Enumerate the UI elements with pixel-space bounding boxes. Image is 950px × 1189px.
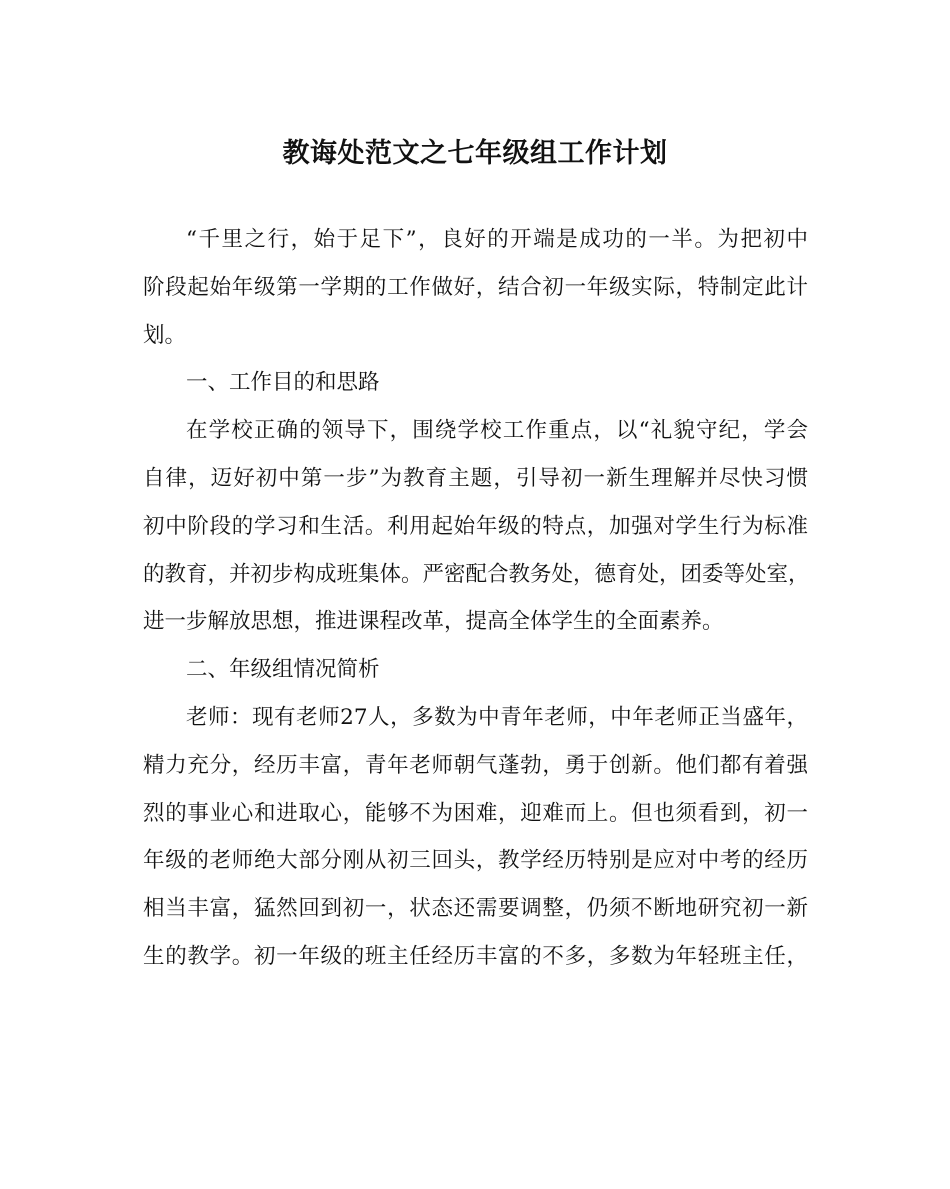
section-heading-1: 一、工作目的和思路 xyxy=(186,370,380,396)
paragraph-2-line-3: 初中阶段的学习和生活。利用起始年级的特点，加强对学生行为标准 xyxy=(143,513,808,539)
document-title: 教诲处范文之七年级组工作计划 xyxy=(282,138,668,169)
paragraph-2-line-4: 的教育，并初步构成班集体。严密配合教务处，德育处，团委等处室， xyxy=(143,561,810,587)
paragraph-3-line-5: 相当丰富，猛然回到初一，状态还需要调整，仍须不断地研究初一新 xyxy=(143,896,808,922)
paragraph-3-line-1: 老师：现有老师27人，多数为中青年老师，中年老师正当盛年， xyxy=(186,704,808,730)
document-body xyxy=(143,216,808,981)
paragraph-1-line-3: 划。 xyxy=(143,322,187,348)
paragraph-1-line-1: “千里之行，始于足下”，良好的开端是成功的一半。为把初中 xyxy=(186,227,808,252)
paragraph-2-line-1: 在学校正确的领导下，围绕学校工作重点，以“礼貌守纪，学会 xyxy=(186,418,808,444)
paragraph-1-line-2: 阶段起始年级第一学期的工作做好，结合初一年级实际，特制定此计 xyxy=(143,274,808,300)
section-heading-2: 二、年级组情况简析 xyxy=(186,657,380,683)
paragraph-2-line-5: 进一步解放思想，推进课程改革，提高全体学生的全面素养。 xyxy=(143,609,724,635)
paragraph-3-line-6: 生的教学。初一年级的班主任经历丰富的不多，多数为年轻班主任， xyxy=(143,943,808,969)
paragraph-3-line-4: 年级的老师绝大部分刚从初三回头，教学经历特别是应对中考的经历 xyxy=(143,848,808,874)
paragraph-2-line-2: 自律，迈好初中第一步”为教育主题，引导初一新生理解并尽快习惯 xyxy=(143,465,808,491)
paragraph-3-line-3: 烈的事业心和进取心，能够不为困难，迎难而上。但也须看到，初一 xyxy=(143,800,808,826)
paragraph-3-line-2: 精力充分，经历丰富，青年老师朝气蓬勃，勇于创新。他们都有着强 xyxy=(143,752,808,778)
